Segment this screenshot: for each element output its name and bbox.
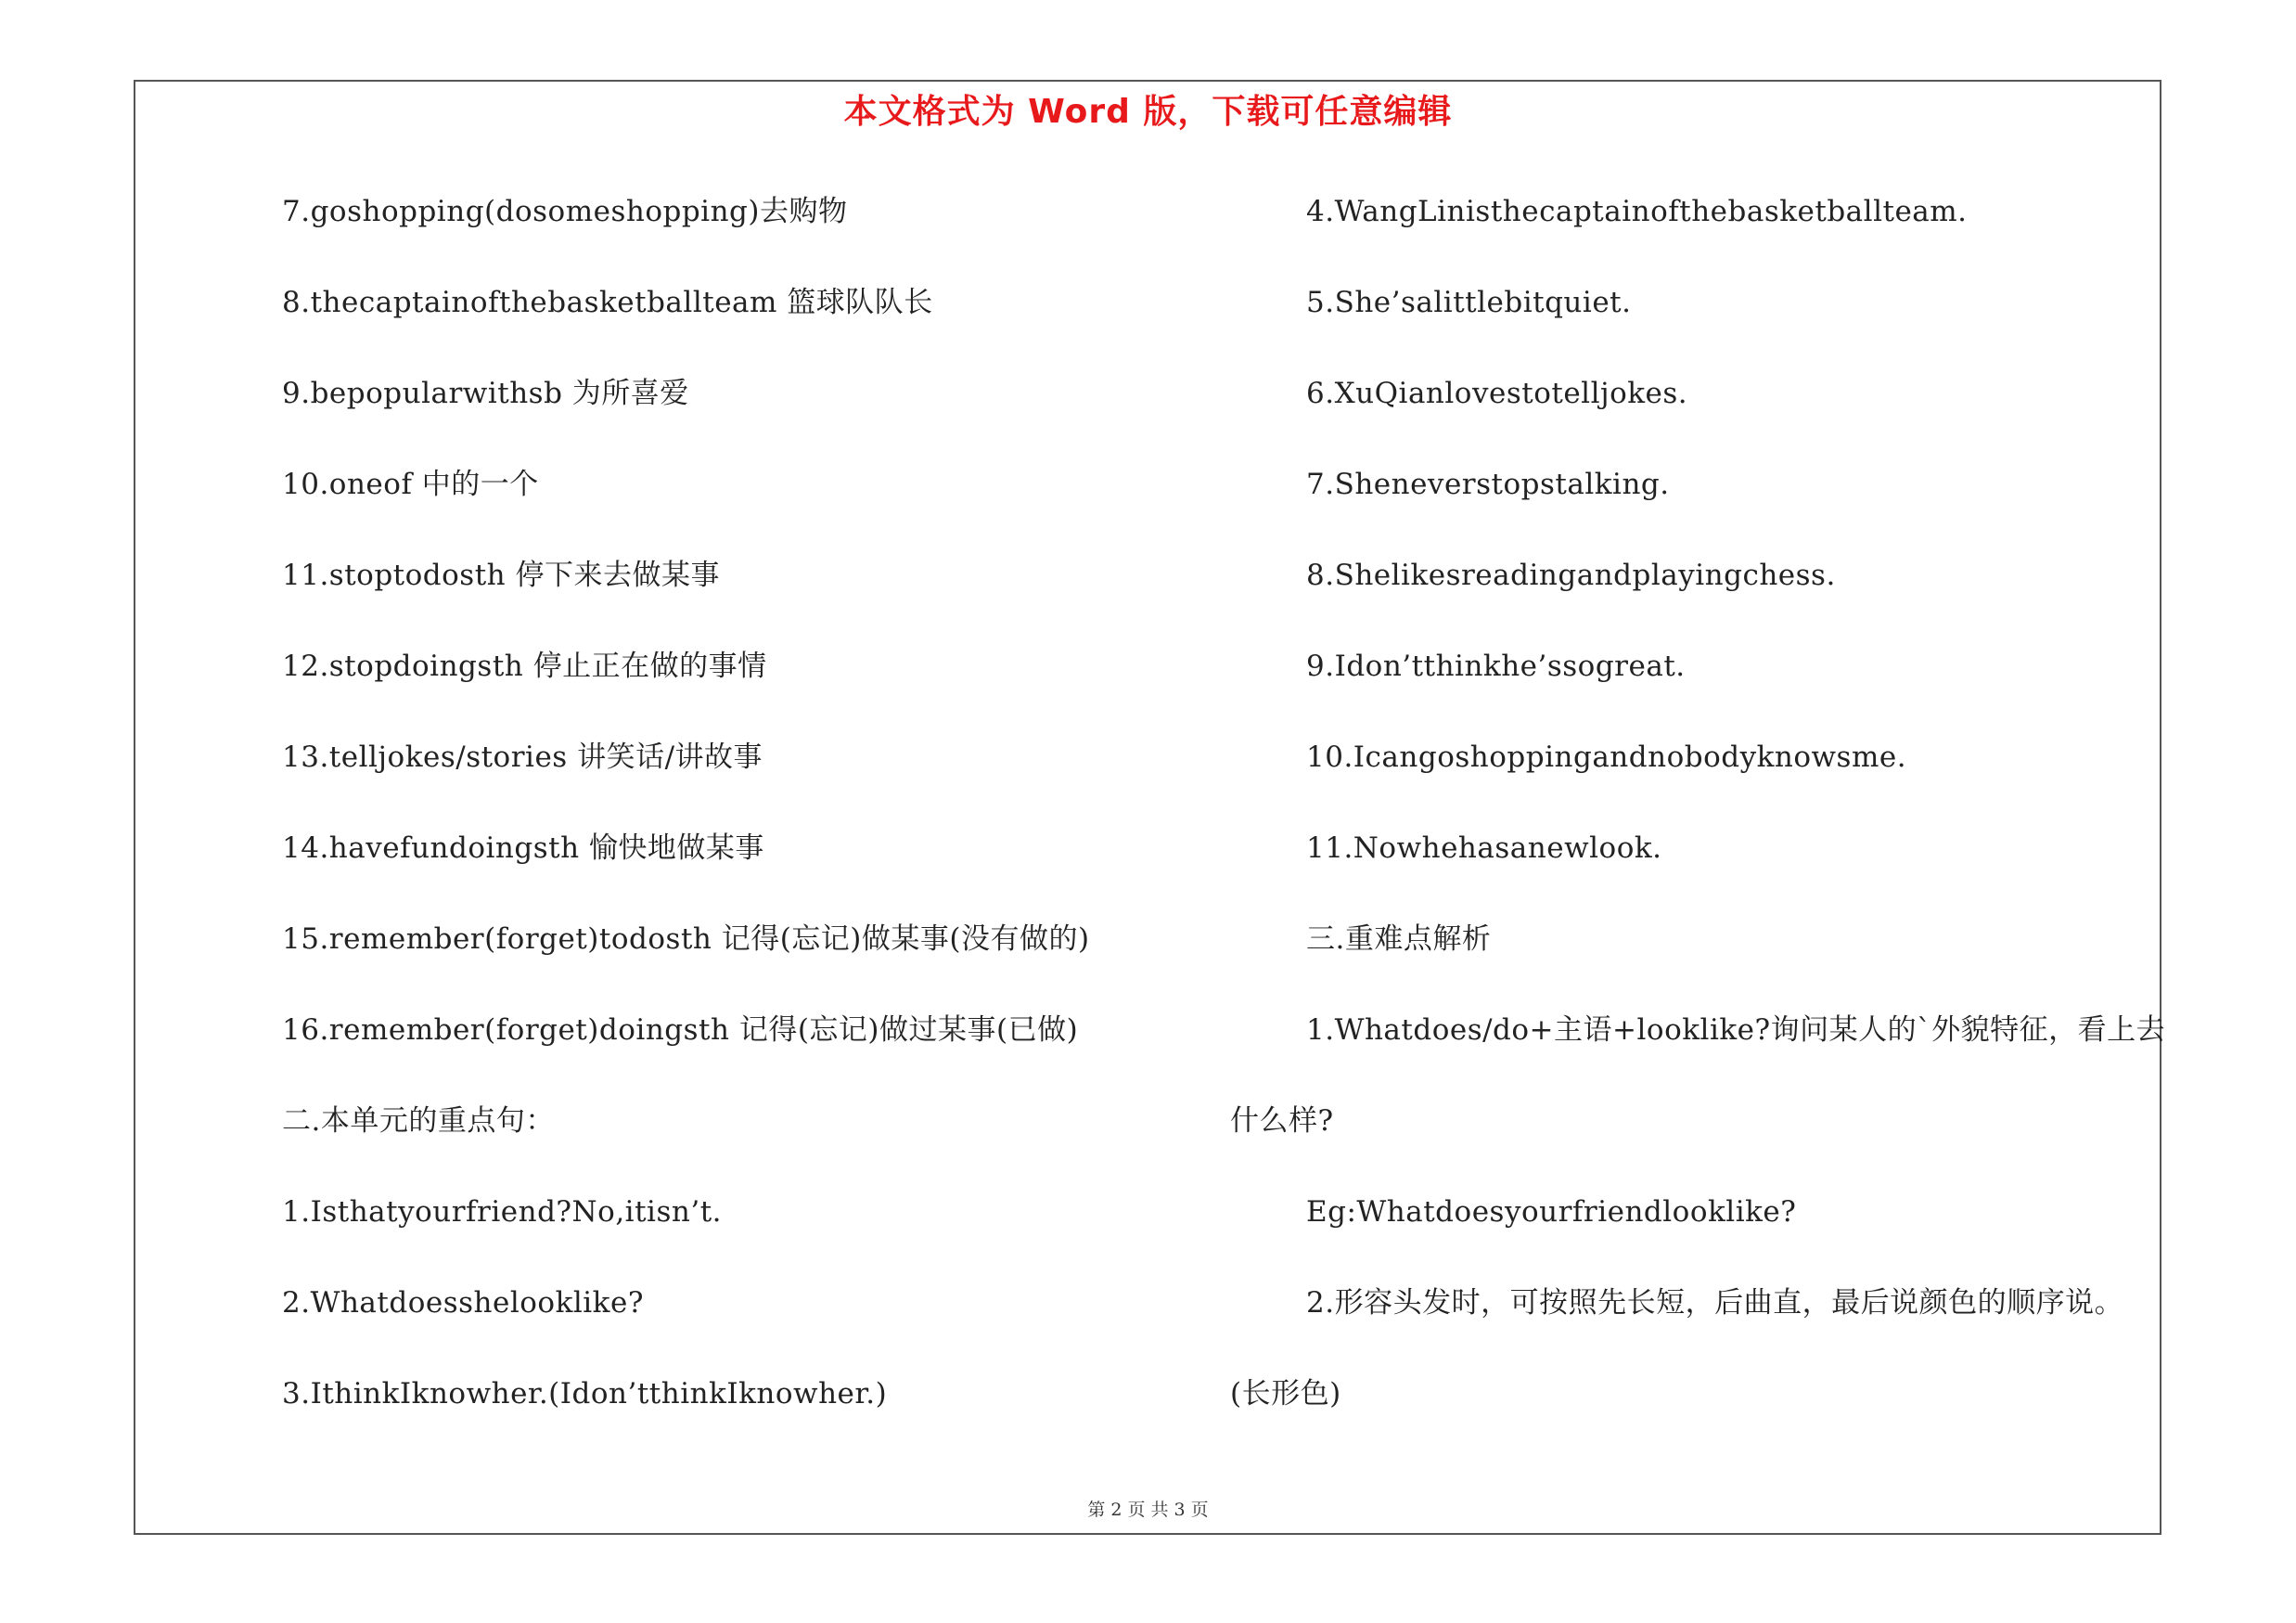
paragraph-line: 2.形容头发时，可按照先长短，后曲直，最后说颜色的顺序说。 (1306, 1286, 2124, 1320)
list-item: 14.havefundoingsth 愉快地做某事 (282, 831, 764, 865)
right-column (1230, 184, 2166, 1457)
list-item: 10.oneof 中的一个 (282, 468, 539, 501)
list-item: 2.Whatdoesshelooklike? (282, 1286, 644, 1320)
list-item: 11.stoptodosth 停下来去做某事 (282, 559, 720, 592)
list-item: 8.thecaptainofthebasketballteam 篮球队队长 (282, 286, 933, 319)
list-item: 4.WangLinisthecaptainofthebasketballteam. (1306, 195, 1968, 228)
left-column (282, 184, 1210, 1457)
section-heading: 二.本单元的重点句： (282, 1104, 555, 1138)
paragraph-line: (长形色) (1230, 1377, 1341, 1410)
list-item: 5.She’salittlebitquiet. (1306, 286, 1632, 319)
list-item: 13.telljokes/stories 讲笑话/讲故事 (282, 741, 763, 774)
list-item: 16.remember(forget)doingsth 记得(忘记)做过某事(已做) (282, 1013, 1079, 1047)
format-banner: 本文格式为 Word 版，下载可任意编辑 (843, 93, 1453, 131)
paragraph-line: 什么样? (1230, 1104, 1334, 1138)
list-item: 7.goshopping(dosomeshopping)去购物 (282, 195, 848, 228)
paragraph-line: 1.Whatdoes/do+主语+looklike?询问某人的`外貌特征，看上去 (1306, 1013, 2166, 1047)
list-item: 1.Isthatyourfriend?No,itisn’t. (282, 1195, 723, 1229)
list-item: 8.Shelikesreadingandplayingchess. (1306, 559, 1836, 592)
list-item: 7.Sheneverstopstalking. (1306, 468, 1670, 501)
list-item: 12.stopdoingsth 停止正在做的事情 (282, 650, 767, 683)
list-item: 3.IthinkIknowher.(Idon’tthinkIknowher.) (282, 1377, 888, 1410)
list-item: 6.XuQianlovestotelljokes. (1306, 377, 1688, 410)
list-item: 11.Nowhehasanewlook. (1306, 831, 1662, 865)
list-item: 9.Idon’tthinkhe’ssogreat. (1306, 650, 1686, 683)
page-number: 第 2 页 共 3 页 (1087, 1500, 1209, 1520)
example-line: Eg:Whatdoesyourfriendlooklike? (1306, 1195, 1797, 1229)
list-item: 15.remember(forget)todosth 记得(忘记)做某事(没有做的) (282, 922, 1090, 956)
list-item: 9.bepopularwithsb 为所喜爱 (282, 377, 689, 410)
list-item: 10.Icangoshoppingandnobodyknowsme. (1306, 741, 1907, 774)
section-heading: 三.重难点解析 (1306, 922, 1492, 956)
